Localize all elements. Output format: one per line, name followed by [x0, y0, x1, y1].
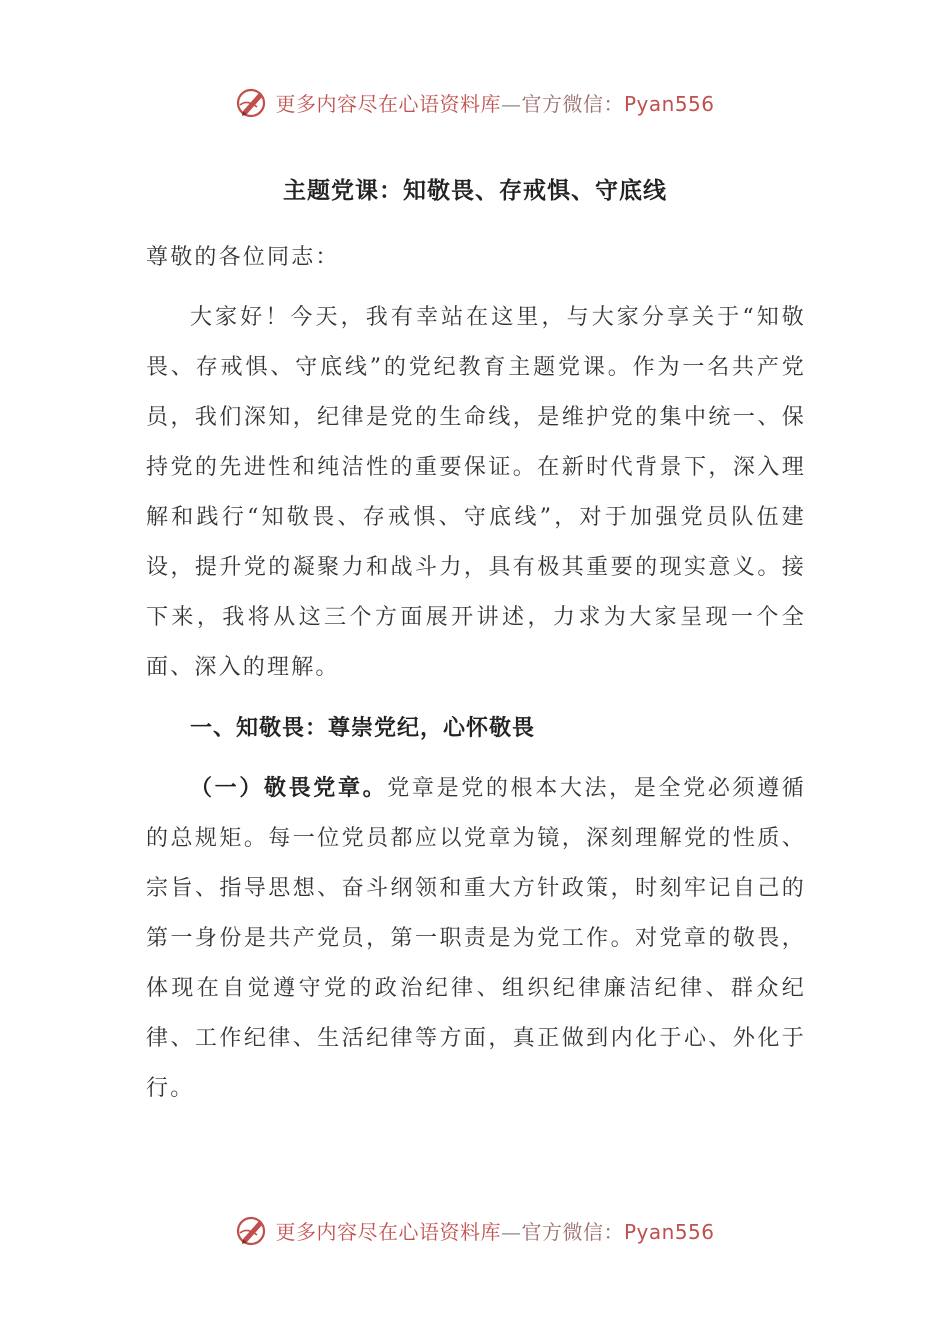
- section-heading: 一、知敬畏：尊崇党纪，心怀敬畏: [190, 715, 536, 741]
- document-title: 主题党课：知敬畏、存戒惧、守底线: [283, 177, 667, 204]
- salutation: 尊敬的各位同志：: [146, 245, 340, 270]
- banner-text: 更多内容尽在心语资料库—官方微信：Pyan556: [275, 91, 715, 116]
- footer-watermark-banner: [0, 1210, 950, 1250]
- intro-paragraph: 大家好！今天，我有幸站在这里，与大家分享关于“知敬畏、存戒惧、守底线”的党纪教育主题党课。作为一名共产党员，我们深知，纪律是党的生命线，是维护党的集中统一、保持党的先进性和纯洁性的重要保证。在新时代背景下，深入理解和践行“知敬畏、存戒惧、守底线”，对于加强党员队伍建设，提升党的凝聚力和战斗力，具有极其重要的现实意义。接下来，我将从这三个方面展开讲述，力求为大家呈现一个全面、深入的理解。: [146, 305, 806, 680]
- subsection-paragraph: [146, 763, 806, 1114]
- pen-circle-logo-icon: [235, 85, 269, 119]
- document-body: [146, 233, 806, 1114]
- banner-text: 更多内容尽在心语资料库—官方微信：Pyan556: [275, 1219, 715, 1244]
- subsection-lead: （一）敬畏党章。: [190, 775, 388, 801]
- header-watermark-banner: [0, 82, 950, 122]
- subsection-body: 党章是党的根本大法，是全党必须遵循的总规矩。每一位党员都应以党章为镜，深刻理解党的性质、宗旨、指导思想、奋斗纲领和重大方针政策，时刻牢记自己的第一身份是共产党员，第一职责是为党工作。对党章的敬畏，体现在自觉遵守党的政治纪律、组织纪律廉洁纪律、群众纪律、工作纪律、生活纪律等方面，真正做到内化于心、外化于行。: [146, 776, 806, 1101]
- pen-circle-logo-icon: [235, 1213, 269, 1247]
